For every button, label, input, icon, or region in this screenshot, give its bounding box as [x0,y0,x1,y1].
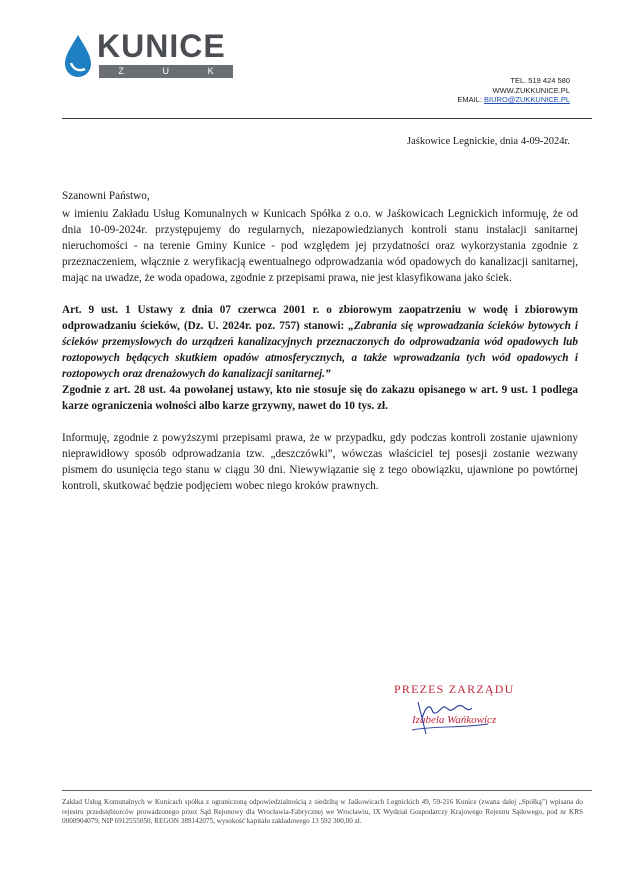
handwritten-signature [392,690,512,740]
header-divider [62,118,592,119]
website-link[interactable]: WWW.ZUKKUNICE.PL [492,85,570,95]
penalty-paragraph: Zgodnie z art. 28 ust. 4a powołanej ustawy, kto nie stosuje się do zakazu opisanego w art. 9 ust. 1 podlega karze ograniczenia wolności albo karze grzywny, nawet do 10 tys. zł. [62,384,578,412]
date-line: Jaśkowice Legnickie, dnia 4-09-2024r. [407,136,570,147]
contact-block [457,76,570,105]
company-logo [63,27,243,83]
closing-paragraph: Informuję, zgodnie z powyższymi przepisami prawa, że w przypadku, gdy podczas kontroli zostanie ujawniony nieprawidłowy sposób odprowadzania tzw. „deszczówki”, wówczas właściciel tej posesji zostanie wezwany pismem do usunięcia tego stanu w ciągu 30 dni. Niewywiązanie się z tego obowiązku, ujawnione po powtórnej kontroli, skutkować będzie podjęciem wobec niego kroków prawnych. [62,432,578,492]
email-link[interactable]: BIURO@ZUKKUNICE.PL [484,95,570,104]
email-line: EMAIL: BIURO@ZUKKUNICE.PL [457,95,570,104]
logo-subtitle: Z U K [99,65,233,78]
article-citation [62,302,578,382]
company-registration-footer: Zakład Usług Komunalnych w Kunicach spółka z ograniczoną odpowiedzialnością z siedzibą w Jaśkowicach Legnickich 49, 59-216 Kunice (zwana dalej „Spółką”) wpisana do rejestru przedsiębiorców prowadzonego przez Sąd Rejonowy dla Wrocławia-Fabrycznej we Wrocławiu, IX Wydział Gospodarczy Krajowego Rejestru Sądowego, pod nr KRS 0000904079, NIP 6912555050, REGON 389142075, wysokość kapitału zakładowego 13 592 300,00 zł. [62,798,583,826]
logo-wordmark: KUNICE [97,28,226,64]
footer-divider [62,790,592,791]
intro-paragraph: w imieniu Zakładu Usług Komunalnych w Kunicach Spółka z o.o. w Jaśkowicach Legnickich informuję, że od dnia 10-09-2024r. przystępujemy do regularnych, niezapowiedzianych kontroli stanu instalacji sanitarnej nieruchomości - na terenie Gminy Kunice - pod względem jej przydatności oraz wykorzystania zgodnie z przeznaczeniem, włącznie z weryfikacją ewentualnego odprowadzania wód opadowych do kanalizacji sanitarnej, mając na uwadze, że woda opadowa, zgodnie z przepisami prawa, nie jest klasyfikowana jako ściek. [62,208,578,284]
article-intro: Art. 9 ust. 1 Ustawy z dnia 07 czerwca 2001 r. o zbiorowym zaopatrzeniu w wodę i zbiorowym odprowadzaniu ścieków, (Dz. U. 2024r. poz. 757) stanowi: [62,304,578,332]
article-quote: „Zabrania się wprowadzania ścieków bytowych i ścieków przemysłowych do urządzeń kanalizacyjnych przeznaczonych do odprowadzania wód opadowych lub roztopowych będących skutkiem opadów atmosferycznych, a także wprowadzania tych wód opadowych i roztopowych oraz drenażowych do kanalizacji sanitarnej.” [62,320,578,380]
water-drop-icon [63,33,93,79]
phone-number: TEL. 519 424 580 [510,76,570,85]
stamp-title: PREZES ZARZĄDU [394,682,515,696]
letter-body [62,188,578,494]
greeting: Szanowni Państwo, [62,190,150,202]
stamp-name: Izabela Wańkowicz [412,714,497,726]
